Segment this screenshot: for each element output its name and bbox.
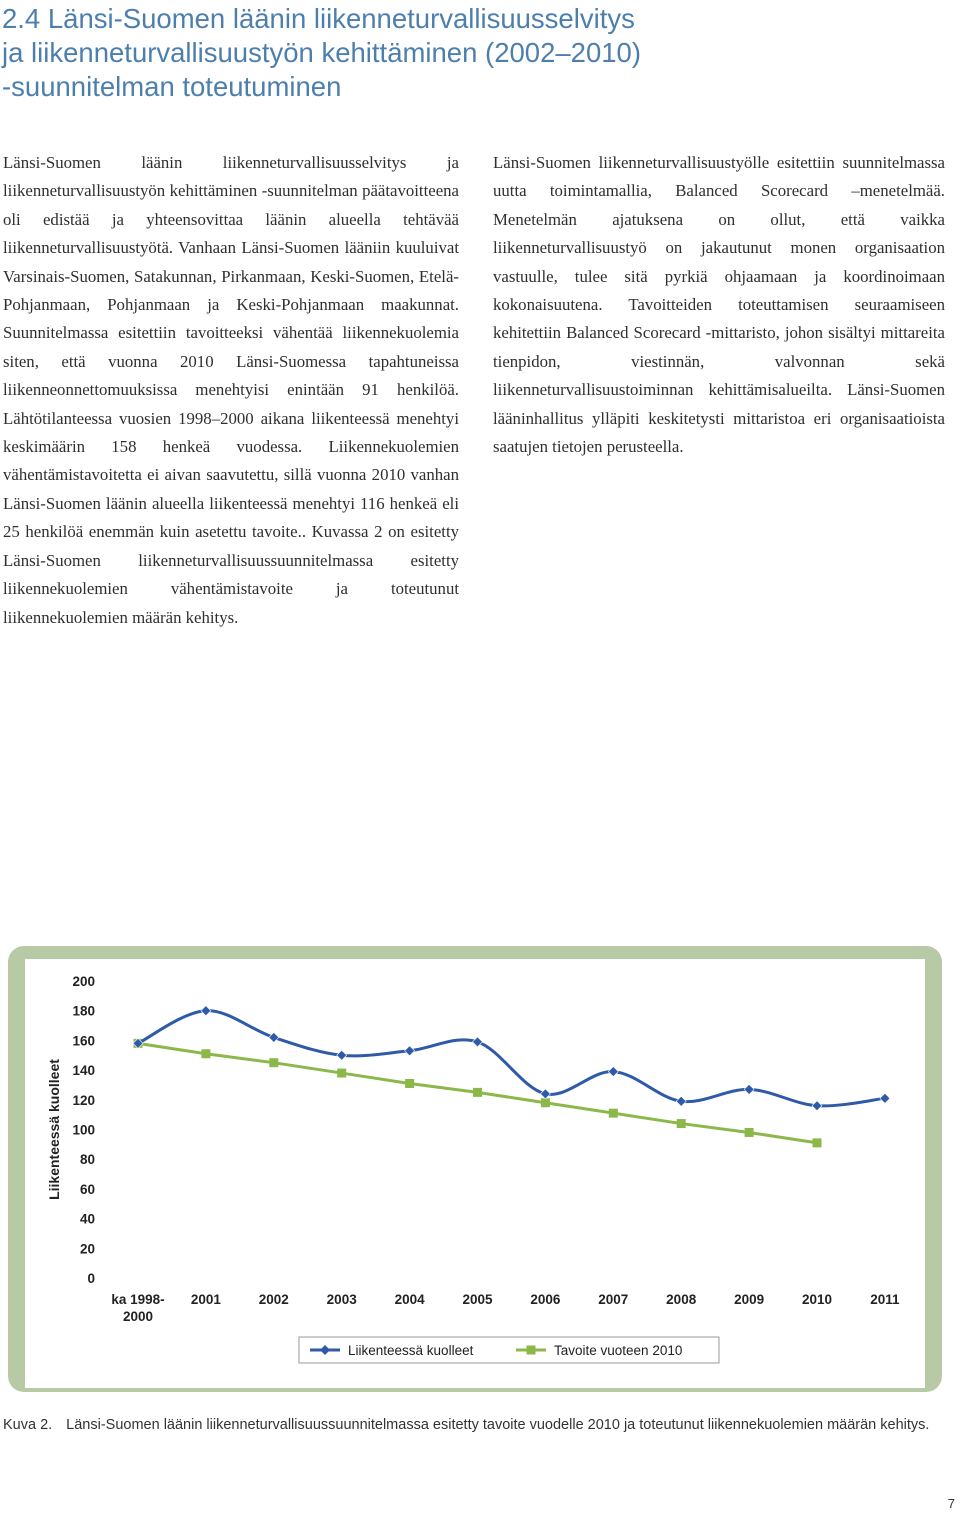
- right-column: [493, 149, 945, 461]
- x-tick-label: 2009: [734, 1292, 765, 1307]
- y-tick-label: 200: [72, 974, 95, 989]
- data-point-fatalities: [608, 1067, 618, 1077]
- fatalities-line-chart: [25, 959, 925, 1388]
- data-point-fatalities: [201, 1006, 211, 1016]
- data-point-target: [745, 1128, 754, 1137]
- y-tick-label: 120: [72, 1092, 95, 1108]
- data-point-target: [201, 1049, 210, 1058]
- y-tick-label: 60: [79, 1181, 95, 1197]
- left-paragraph: Länsi-Suomen läänin liikenneturvallisuusselvitys ja liikenneturvallisuustyön kehittäminen -suunnitelman päätavoitteena oli edistää ja yhteensovittaa läänin alueella tehtävää liikenneturvallisuustyötä. Vanhaan Länsi-Suomen lääniin kuuluivat Varsinais-Suomen, Satakunnan, Pirkanmaan, Keski-Suomen, Etelä-Pohjanmaan, Pohjanmaan ja Keski-Pohjanmaan maakunnat. Suunnitelmassa esitettiin tavoitteeksi vähentää liikennekuolemia siten, että vuonna 2010 Länsi-Suomessa tapahtuneissa liikenneonnettomuuksissa menehtyisi enintään 91 henkilöä. Lähtötilanteessa vuosien 1998–2000 aikana liikenteessä menehtyi keskimäärin 158 henkeä vuodessa. Liikennekuolemien vähentämistavoitetta ei aivan saavutettu, sillä vuonna 2010 vanhan Länsi-Suomen läänin alueella liikenteessä menehtyi 116 henkeä eli 25 henkilöä enemmän kuin asetettu tavoite.. Kuvassa 2 on esitetty Länsi-Suomen liikenneturvallisuussuunnitelmassa esitetty liikennekuolemien vähentämistavoite ja toteutunut liikennekuolemien määrän kehitys.: [3, 153, 459, 627]
- data-point-target: [269, 1058, 278, 1067]
- legend-item-fatalities-label: Liikenteessä kuolleet: [348, 1343, 474, 1358]
- caption-text: Länsi-Suomen läänin liikenneturvallisuussuunnitelmassa esitetty tavoite vuodelle 2010 ja toteutunut liikennekuolemien määrän kehitys.: [66, 1417, 930, 1433]
- data-point-fatalities: [744, 1084, 754, 1094]
- x-tick-label: 2011: [870, 1292, 900, 1307]
- x-tick-label: 2007: [598, 1292, 629, 1307]
- data-point-target: [405, 1079, 414, 1088]
- heading-line-1: 2.4 Länsi-Suomen läänin liikenneturvallisuusselvitys: [2, 3, 635, 34]
- data-point-target: [541, 1098, 550, 1107]
- heading-line-3: -suunnitelman toteutuminen: [2, 71, 342, 102]
- data-point-target: [473, 1088, 482, 1097]
- x-tick-label: 2005: [462, 1292, 493, 1307]
- data-point-fatalities: [473, 1037, 483, 1047]
- data-point-target: [337, 1069, 346, 1078]
- legend-item-target-marker: [527, 1346, 536, 1355]
- y-tick-label: 160: [72, 1033, 95, 1049]
- legend-item-target-label: Tavoite vuoteen 2010: [554, 1343, 683, 1358]
- figure-caption: [3, 1416, 948, 1434]
- chart-panel: [25, 959, 925, 1388]
- data-point-target: [609, 1109, 618, 1118]
- data-point-target: [677, 1119, 686, 1128]
- x-tick-label: 2004: [394, 1292, 425, 1307]
- y-axis-label: Liikenteessä kuolleet: [46, 1059, 62, 1200]
- data-point-fatalities: [880, 1093, 890, 1103]
- y-tick-label: 100: [72, 1122, 95, 1138]
- heading-line-2: ja liikenneturvallisuustyön kehittäminen (2002–2010): [2, 37, 641, 68]
- x-tick-label: ka 1998-2000: [111, 1292, 165, 1324]
- data-point-fatalities: [337, 1050, 347, 1060]
- data-point-fatalities: [540, 1089, 550, 1099]
- caption-label: Kuva 2.: [3, 1417, 53, 1433]
- left-column: [3, 149, 459, 632]
- x-tick-label: 2008: [666, 1292, 697, 1307]
- y-tick-label: 140: [72, 1063, 95, 1079]
- section-heading: [2, 2, 942, 104]
- page-number: 7: [947, 1496, 955, 1511]
- data-point-fatalities: [269, 1032, 279, 1042]
- right-paragraph: Länsi-Suomen liikenneturvallisuustyölle esitettiin suunnitelmassa uutta toimintamallia, Balanced Scorecard –menetelmää. Menetelmän ajatuksena on ollut, että vaikka liikenneturvallisuustyö on jakautunut monen organisaation vastuulle, tulee sitä pyrkiä ohjaamaan ja koordinoimaan kokonaisuutena. Tavoitteiden toteuttamisen seuraamiseen kehitettiin Balanced Scorecard -mittaristo, johon sisältyi mittareita tienpidon, viestinnän, valvonnan sekä liikenneturvallisuustoiminnan kehittämisalueilta. Länsi-Suomen lääninhallitus ylläpiti keskitetysti mittaristoa eri organisaatioista saatujen tietojen perusteella.: [493, 153, 945, 457]
- data-point-fatalities: [676, 1096, 686, 1106]
- y-tick-label: 40: [79, 1211, 95, 1227]
- x-tick-label: 2003: [326, 1292, 357, 1307]
- data-point-target: [813, 1138, 822, 1147]
- x-tick-label: 2010: [801, 1292, 833, 1307]
- y-tick-label: 180: [72, 1003, 95, 1019]
- chart-frame: [8, 946, 942, 1392]
- y-tick-label: 20: [79, 1241, 95, 1257]
- x-tick-label: 2002: [258, 1292, 289, 1307]
- x-tick-label: 2006: [530, 1292, 561, 1307]
- x-tick-label: 2001: [190, 1292, 221, 1307]
- data-point-fatalities: [812, 1101, 822, 1111]
- y-tick-label: 0: [87, 1271, 95, 1286]
- y-tick-label: 80: [79, 1152, 95, 1168]
- data-point-fatalities: [405, 1046, 415, 1056]
